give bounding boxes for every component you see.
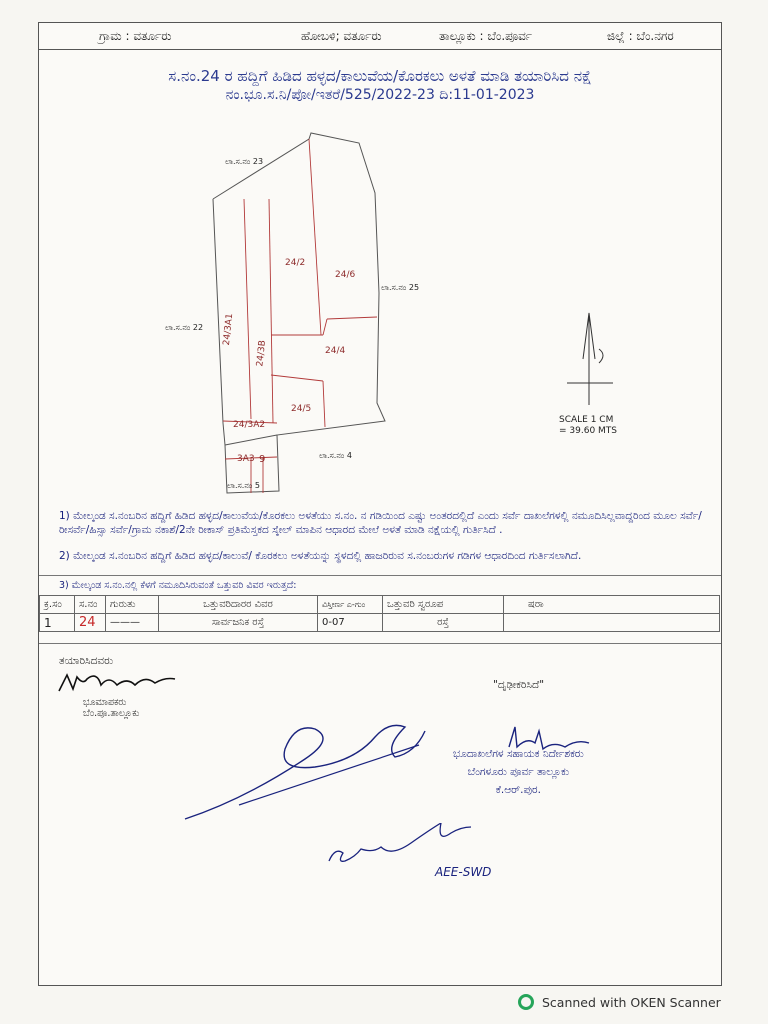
plot-label: 24/2 bbox=[285, 258, 306, 268]
sketch-boundary bbox=[213, 133, 385, 493]
reference-number: ನಂ.ಭೂ.ಸ.ನಿ/ಪೋ/ಇತರೆ/525/2022-23 ದಿ:11-01-2023 bbox=[225, 87, 535, 103]
header-cell: ಕ್ರ.ಸಂ bbox=[40, 596, 75, 614]
cell-survey-no: 24 bbox=[75, 614, 106, 632]
scanner-logo-icon bbox=[518, 994, 534, 1010]
table-row bbox=[40, 614, 720, 632]
scanner-text: Scanned with OKEN Scanner bbox=[542, 995, 721, 1010]
note-1: 1) ಮೇಲ್ಕಂಡ ಸ.ನಂಬರಿನ ಹದ್ದಿಗೆ ಹಿಡಿದ ಹಳ್ಳದ/ಕಾಲುವೆಯ/ಕೊರಕಲು ಅಳತೆಯು ಸ.ನಂ. ನ ಗಡಿಯಿಂದ ಎಷ್ಟು ಅಂತರದಲ್ಲಿದೆ ಎಂದು ಸರ್ವೆ ದಾಖಲೆಗಳಲ್ಲಿ ನಮೂದಿಸಿಲ್ಲವಾದ್ದರಿಂದ ಮೂಲ ಸರ್ವೆ/ರೀಸರ್ವೆ/ಹಿಸ್ಸಾ ಸರ್ವೆ/ಗ್ರಾಮ ನಕಾಶೆ/2ನೇ ರೀಕಾಸ್ ಪ್ರತಿಮೆಸ್ತಕದ ಸ್ಕೇಲ್ ಮಾಪಿನ ಆಧಾರದ ಮೇಲೆ ಅಳತೆ ಮಾಡಿ ನಕ್ಷೆಯಲ್ಲಿ ಗುರ್ತಿಸಿದೆ . bbox=[59, 510, 702, 536]
district-label: ಜಿಲ್ಲೆ : ಬೆಂ.ನಗರ bbox=[607, 29, 674, 43]
plot-lines bbox=[223, 139, 377, 493]
header-cell: ಒತ್ತುವರಿ ಸ್ವರೂಪ bbox=[383, 596, 504, 614]
note-2: 2) ಮೇಲ್ಕಂಡ ಸ.ನಂಬರಿನ ಹದ್ದಿಗೆ ಹಿಡಿದ ಹಳ್ಳದ/ಕಾಲುವೆ/ ಕೊರಕಲು ಅಳತೆಯನ್ನು ಸ್ಥಳದಲ್ಲಿ ಹಾಜರಿರುವ ಸ.ನಂಬರುಗಳ ಗಡಿಗಳ ಆಧಾರದಿಂದ ಗುರ್ತಿಸಲಾಗಿದೆ. bbox=[59, 550, 582, 562]
cell-area: 0-07 bbox=[318, 614, 383, 632]
table-header-row bbox=[40, 596, 720, 614]
header-cell: ಷರಾ bbox=[504, 596, 720, 614]
scanner-watermark bbox=[518, 994, 721, 1010]
header-cell: ಸ.ನಂ bbox=[75, 596, 106, 614]
plot-label: 24/3A2 bbox=[233, 420, 266, 430]
neighbor-east: ಲಾ.ಸ.ನಂ 25 bbox=[381, 283, 420, 292]
notes-divider bbox=[39, 575, 721, 576]
cell-mark: ——— bbox=[106, 614, 159, 632]
taluk-label: ತಾಲ್ಲೂಕು : ಬೆಂ.ಪೂರ್ವ bbox=[439, 29, 532, 43]
surveyor-label: ಭೂಮಾಪಕರು ಬೆಂ.ಪೂ.ತಾಲ್ಲೂಕು bbox=[83, 697, 140, 719]
plot-label: 24/6 bbox=[335, 270, 356, 280]
header-row bbox=[39, 23, 721, 49]
neighbor-north: ಲಾ.ಸ.ನಂ 23 bbox=[225, 157, 264, 166]
plot-label: 24/5 bbox=[291, 404, 312, 414]
header-cell: ಒತ್ತುವರಿದಾರರ ವಿವರ bbox=[159, 596, 318, 614]
aee-label: AEE-SWD bbox=[435, 865, 492, 879]
neighbor-west: ಲಾ.ಸ.ನಂ 22 bbox=[165, 323, 204, 332]
header-cell: ವಿಸ್ತೀರ್ಣ ಎ-ಗುಂ bbox=[318, 596, 383, 614]
surveyor-signature-icon bbox=[57, 669, 207, 699]
plot-label: 3A3 bbox=[237, 454, 255, 464]
table-bottom-divider bbox=[39, 643, 721, 644]
map-title: ಸ.ನಂ.24 ರ ಹದ್ದಿಗೆ ಹಿಡಿದ ಹಳ್ಳದ/ಕಾಲುವೆಯ/ಕೊರಕಲು ಅಳತೆ ಮಾಡಿ ತಯಾರಿಸಿದ ನಕ್ಷೆ bbox=[168, 67, 592, 85]
survey-sheet bbox=[38, 22, 722, 986]
neighbor-south: ಲಾ.ಸ.ನಂ 5 bbox=[227, 481, 260, 490]
plot-label: 24/3B bbox=[255, 339, 269, 368]
scale-note: SCALE 1 CM = 39.60 MTS bbox=[559, 415, 618, 436]
director-label: ಭೂದಾಖಲೆಗಳ ಸಹಾಯಕ ನಿರ್ದೇಶಕರು ಬೆಂಗಳೂರು ಪೂರ್ವ ತಾಲ್ಲೂಕು ಕೆ.ಆರ್.ಪುರ. bbox=[453, 748, 584, 796]
neighbor-south-east: ಲಾ.ಸ.ನಂ 4 bbox=[319, 451, 352, 460]
cell-detail: ಸಾರ್ವಜನಿಕ ರಸ್ತೆ bbox=[159, 614, 318, 632]
prepared-by-label: ತಯಾರಿಸಿದವರು bbox=[59, 655, 114, 667]
plot-label: 24/3A1 bbox=[221, 312, 236, 346]
plot-label: 9 bbox=[259, 454, 266, 465]
north-arrow-icon bbox=[559, 309, 619, 409]
header-cell: ಗುರುತು bbox=[106, 596, 159, 614]
cell-nature: ರಸ್ತೆ bbox=[383, 614, 504, 632]
village-label: ಗ್ರಾಮ : ವರ್ತೂರು bbox=[99, 29, 172, 43]
header-divider bbox=[39, 49, 721, 50]
note-3: 3) ಮೇಲ್ಕಂಡ ಸ.ನಂ.ನಲ್ಲಿ ಕೆಳಗೆ ನಮೂದಿಸಿರುವಂತೆ ಒತ್ತುವರಿ ವಿವರ ಇರುತ್ತದೆ: bbox=[59, 580, 297, 591]
plot-label: 24/4 bbox=[325, 346, 346, 356]
cell-remark bbox=[504, 614, 720, 632]
officer-signature-icon bbox=[179, 709, 449, 829]
certified-label: "ದೃಢೀಕರಿಸಿದೆ" bbox=[493, 679, 545, 691]
hobli-label: ಹೋಬಳಿ; ವರ್ತೂರು bbox=[301, 29, 382, 43]
cell-sl: 1 bbox=[40, 614, 75, 632]
encroachment-table bbox=[39, 595, 720, 632]
